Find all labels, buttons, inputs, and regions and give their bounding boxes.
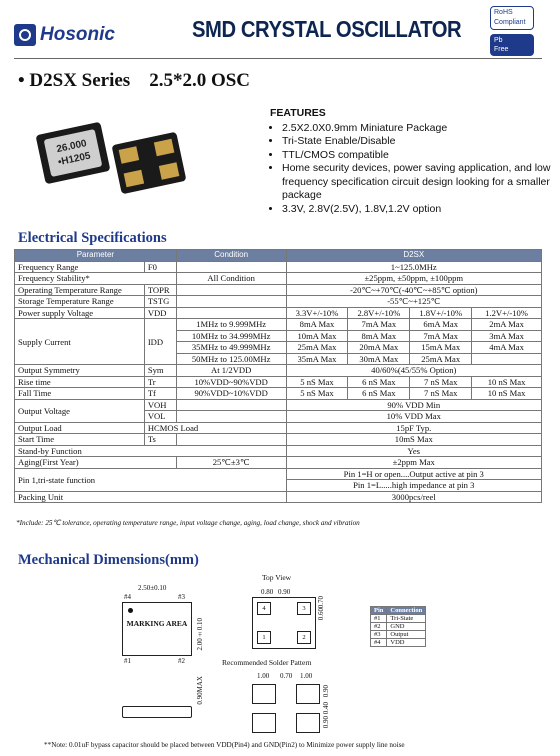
table-row: Stand-by Function Yes — [15, 445, 542, 457]
top-view-dim: 0.80 — [261, 588, 274, 596]
logo-icon — [14, 24, 36, 46]
feature-item: • 3.3V, 2.8V(2.5V), 1.8V,1.2V option — [282, 203, 555, 217]
table-row: Power supply Voltage VDD 3.3V+/-10% 2.8V+/-10% 1.8V+/-10% 1.2V+/-10% — [15, 307, 542, 319]
feature-item: • Tri-State Enable/Disable — [282, 135, 555, 149]
solder-pad — [252, 713, 276, 733]
top-view-dim: 0.70 — [317, 596, 325, 609]
table-row: 50MHz to 125.00MHz 35mA Max 30mA Max 25mA Max — [15, 353, 542, 365]
solder-dim: 1.00 — [257, 672, 270, 680]
table-row: Fall Time Tf 90%VDD~10%VDD 5 nS Max 6 nS Max 7 nS Max 10 nS Max — [15, 388, 542, 400]
dim-height-label: 2.00±0.10 — [196, 618, 204, 651]
table-row: 35MHz to 49.999MHz 25mA Max 20mA Max 15mA Max 4mA Max — [15, 342, 542, 354]
top-view-dim: 0.90 — [278, 588, 291, 596]
solder-dim: 0.40 — [322, 702, 330, 715]
table-row: Output Voltage VOH 90% VDD Min — [15, 399, 542, 411]
table-row: Storage Temperature Range TSTG -55℃~+125℃ — [15, 296, 542, 308]
table-row: Supply Current IDD 1MHz to 9.999MHz 8mA Max 7mA Max 6mA Max 2mA Max — [15, 319, 542, 331]
table-row: #2 GND — [371, 623, 426, 631]
table-header-row: Pin Connection — [371, 607, 426, 615]
table-row: Packing Unit 3000pcs/reel — [15, 491, 542, 503]
table-row: Pin 1,tri-state function Pin 1=H or open....Output active at pin 3 — [15, 468, 542, 480]
pin-connection-table — [370, 606, 426, 647]
features-block — [270, 107, 555, 216]
table-row: Operating Temperature Range TOPR -20℃~+70℃(-40℃~+85℃ option) — [15, 284, 542, 296]
feature-item: • Home security devices, power saving application, and low frequency specification circuit design looking for a smaller package — [282, 162, 555, 203]
electrical-footnote: *Include: 25℃ tolerance, operating temperature range, input voltage change, aging, load change, shock and vibration — [16, 519, 360, 527]
pin-mark-4: #4 — [124, 593, 131, 601]
solder-pad — [252, 684, 276, 704]
table-row: Output Symmetry Sym At 1/2VDD 40/60%(45/55% Option) — [15, 365, 542, 377]
header-divider — [14, 58, 542, 59]
package-outline — [122, 602, 192, 656]
dim-thickness-label: 0.90MAX — [196, 676, 204, 705]
table-header-row: Parameter Condition D2SX — [15, 250, 542, 262]
solder-pad — [296, 713, 320, 733]
top-view-outline: 4 3 1 2 — [252, 597, 316, 649]
package-side-view — [122, 706, 192, 718]
mechanical-heading: Mechanical Dimensions(mm) — [18, 552, 199, 568]
table-row: #3 Output — [371, 631, 426, 639]
table-row: #1 Tri-State — [371, 615, 426, 623]
product-photo-top — [36, 122, 111, 185]
feature-item: • 2.5X2.0X0.9mm Miniature Package — [282, 122, 555, 136]
series-heading: • D2SX Series 2.5*2.0 OSC — [18, 70, 251, 91]
features-heading: FEATURES — [270, 107, 326, 119]
pin-mark-3: #3 — [178, 593, 185, 601]
product-photo-bottom — [112, 132, 187, 195]
chip-marking: 26.000 •H1205 — [44, 129, 103, 177]
pb-free-badge: Pb Free — [490, 34, 534, 56]
table-row: Rise time Tr 10%VDD~90%VDD 5 nS Max 6 nS Max 7 nS Max 10 nS Max — [15, 376, 542, 388]
electrical-spec-table — [14, 249, 542, 503]
brand-logo — [14, 22, 115, 48]
electrical-heading: Electrical Specifications — [18, 230, 167, 246]
document-title: SMD CRYSTAL OSCILLATOR — [192, 16, 462, 42]
rohs-badge: RoHS Compliant — [490, 6, 534, 30]
table-row: Frequency Range F0 1~125.0MHz — [15, 261, 542, 273]
marking-area-label: MARKING AREA — [126, 619, 188, 628]
pin-mark-2: #2 — [178, 657, 185, 665]
top-view-label: Top View — [262, 573, 292, 582]
mechanical-footnote: **Note: 0.01uF bypass capacitor should be placed between VDD(Pin4) and GND(Pin2) to Minimize power supply line noise — [44, 741, 405, 749]
table-row: Output Load HCMOS Load 15pF Typ. — [15, 422, 542, 434]
table-row: Frequency Stability* All Condition ±25ppm, ±50ppm, ±100ppm — [15, 273, 542, 285]
solder-dim: 0.90 — [322, 716, 330, 729]
top-view-dim: 0.60 — [317, 608, 325, 621]
dim-width-label: 2.50±0.10 — [138, 584, 167, 592]
solder-pad — [296, 684, 320, 704]
feature-item: • TTL/CMOS compatible — [282, 149, 555, 163]
table-row: VOL 10% VDD Max — [15, 411, 542, 423]
table-row: Aging(First Year) 25℃±3℃ ±2ppm Max — [15, 457, 542, 469]
table-row: 10MHz to 34.999MHz 10mA Max 8mA Max 7mA Max 3mA Max — [15, 330, 542, 342]
solder-pattern-title: Recommended Solder Pattern — [222, 658, 312, 667]
pin1-dot-icon — [128, 608, 133, 613]
table-row: Pin 1=L.....high impedance at pin 3 — [15, 480, 542, 492]
solder-dim: 0.90 — [322, 685, 330, 698]
table-row: #4 VDD — [371, 639, 426, 647]
solder-dim: 1.00 — [300, 672, 313, 680]
table-row: Start Time Ts 10mS Max — [15, 434, 542, 446]
solder-dim: 0.70 — [280, 672, 293, 680]
pin-mark-1: #1 — [124, 657, 131, 665]
logo-text: Hosonic — [40, 24, 115, 45]
